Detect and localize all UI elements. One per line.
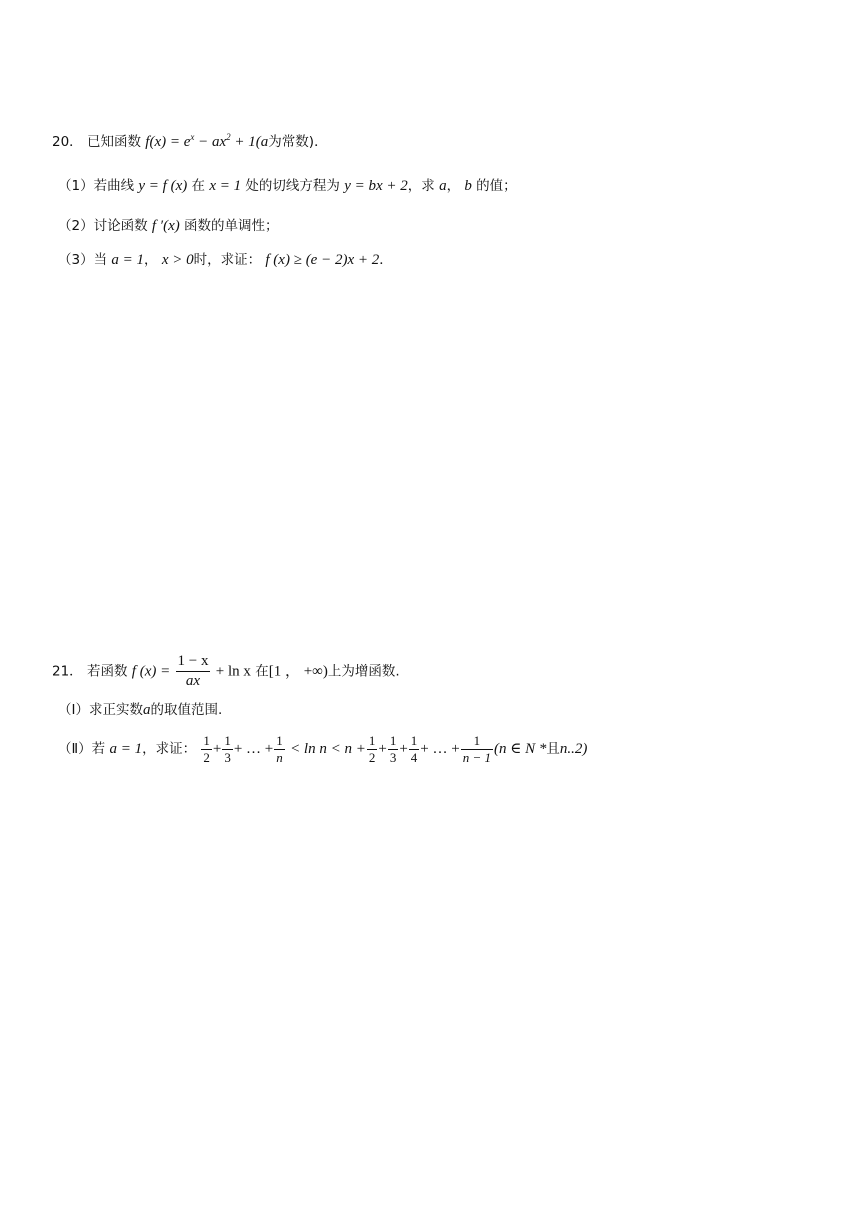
- math-expr: y = f (x): [138, 178, 188, 194]
- part-label: （3）: [58, 252, 94, 268]
- operator: +: [399, 741, 408, 757]
- stem-text: 在: [255, 663, 269, 680]
- math-expr: f ′(x): [151, 218, 180, 234]
- part-text: 当: [93, 252, 108, 268]
- part-text: 处的切线方程为: [245, 178, 340, 194]
- operator: +: [378, 741, 387, 757]
- stem-suffix: 上为增函数.: [327, 663, 400, 680]
- part-label: （Ⅰ）: [58, 702, 89, 718]
- math-expr: b: [464, 178, 472, 194]
- math-expr: a = 1: [111, 252, 145, 268]
- stem-intro: 已知函数: [86, 134, 141, 150]
- part-label: （1）: [58, 178, 94, 194]
- fraction: $\frac{1}{3}$: [389, 732, 397, 765]
- math-expr: a = 1: [109, 741, 143, 757]
- fraction: $\frac{1}{2}$: [203, 732, 210, 765]
- math-expr: a: [142, 702, 151, 718]
- function-lhs: f (x) =: [131, 663, 171, 680]
- fraction: $\frac{1}{4}$: [410, 732, 418, 765]
- problem-21-part-2: [58, 730, 587, 768]
- operator: + … +: [420, 741, 460, 757]
- fraction: $\frac{1}{2}$: [368, 732, 376, 765]
- operator: +: [212, 741, 222, 757]
- condition: n..2): [559, 741, 588, 757]
- math-expr: a: [439, 178, 447, 194]
- problem-20-part-1: [58, 176, 517, 196]
- math-expr: + ln x: [215, 663, 251, 680]
- part-text: 若: [91, 741, 106, 757]
- part-text: ，: [446, 178, 461, 194]
- part-text: 的取值范围.: [150, 702, 223, 718]
- problem-20-part-2: [58, 216, 279, 236]
- part-text: ，求: [407, 178, 435, 194]
- part-text: 在: [191, 178, 206, 194]
- part-text: 若曲线: [93, 178, 135, 194]
- problem-number: 20．: [52, 134, 83, 150]
- function-def: $f(x) = e^x - ax^2 + 1(a$: [145, 132, 269, 150]
- math-expr: y = bx + 2: [344, 178, 408, 194]
- part-text: ．: [379, 252, 393, 268]
- part-label: （2）: [58, 218, 94, 234]
- fraction: $\frac{1 - x}{ax}$: [177, 653, 209, 689]
- problem-21-part-1: [58, 700, 222, 720]
- part-text: ，: [144, 252, 158, 268]
- problem-20-stem: [52, 132, 328, 152]
- math-expr: x > 0: [161, 252, 194, 268]
- problem-20-part-3: [58, 250, 393, 270]
- interval: [1 ， +∞): [268, 663, 328, 680]
- math-expr: x = 1: [209, 178, 242, 194]
- inequality: < ln n < n +: [290, 741, 366, 757]
- part-text: 求正实数: [88, 702, 143, 718]
- stem-suffix: 为常数)．: [268, 134, 328, 150]
- part-text: 函数的单调性；: [184, 218, 279, 234]
- operator: + … +: [233, 741, 274, 757]
- fraction: $\frac{1}{3}$: [224, 732, 231, 765]
- problem-21-stem: [52, 652, 400, 691]
- fraction: $\frac{1}{n - 1}$: [462, 732, 491, 765]
- part-text: 时，求证：: [193, 252, 262, 268]
- stem-intro: 若函数: [86, 663, 128, 680]
- condition-text: 且: [546, 741, 560, 757]
- part-label: （Ⅱ）: [58, 741, 92, 757]
- math-expr: f (x) ≥ (e − 2)x + 2: [265, 252, 380, 268]
- part-text: 的值；: [476, 178, 517, 194]
- part-text: 讨论函数: [93, 218, 148, 234]
- part-text: ，求证：: [142, 741, 197, 757]
- fraction: $\frac{1}{n}$: [276, 732, 283, 765]
- condition: (n ∈ N *: [494, 741, 547, 757]
- problem-number: 21．: [52, 663, 83, 680]
